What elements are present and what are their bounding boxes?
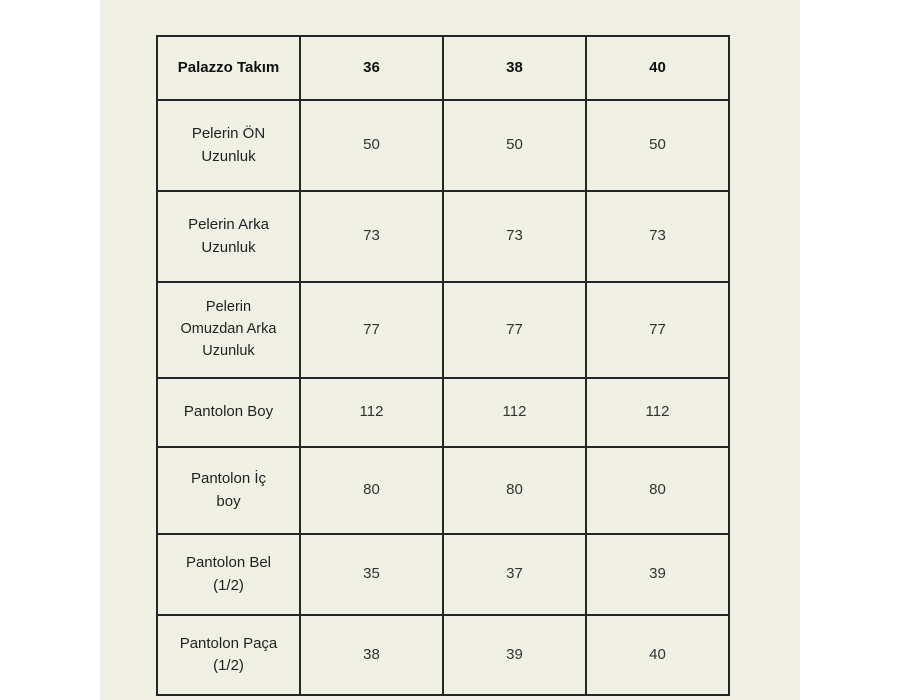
row-label xyxy=(157,615,300,695)
cell-value: 73 xyxy=(586,191,729,282)
size-chart-panel xyxy=(100,0,800,700)
cell-value: 112 xyxy=(443,378,586,447)
row-label-line: boy xyxy=(216,492,241,510)
cell-value: 77 xyxy=(443,282,586,378)
row-label-line: Uzunluk xyxy=(201,147,256,165)
row-label-line: Pantolon İç xyxy=(190,470,267,487)
cell-value: 112 xyxy=(300,378,443,447)
cell-value: 73 xyxy=(443,191,586,282)
cell-value: 50 xyxy=(586,100,729,191)
row-label-line: (1/2) xyxy=(213,657,244,674)
cell-value: 80 xyxy=(586,447,729,534)
cell-value: 39 xyxy=(586,534,729,615)
header-size-40: 40 xyxy=(586,36,729,100)
row-label-line: Pelerin ÖN xyxy=(191,125,266,142)
cell-value: 39 xyxy=(443,615,586,695)
cell-value: 112 xyxy=(586,378,729,447)
row-label-line: Pantolon Paça xyxy=(179,634,278,652)
row-label xyxy=(157,534,300,615)
row-label-line: Pelerin Arka xyxy=(188,216,269,233)
row-label-line: Pantolon Bel xyxy=(185,554,272,571)
cell-value: 50 xyxy=(443,100,586,191)
row-label xyxy=(157,191,300,282)
table-row xyxy=(157,282,729,378)
table-row xyxy=(157,615,729,695)
row-label-line: (1/2) xyxy=(213,576,244,594)
row-label-line: Pantolon Boy xyxy=(183,403,274,421)
cell-value: 80 xyxy=(300,447,443,534)
cell-value: 37 xyxy=(443,534,586,615)
row-label xyxy=(157,447,300,534)
cell-value: 38 xyxy=(300,615,443,695)
header-size-38: 38 xyxy=(443,36,586,100)
row-label xyxy=(157,282,300,378)
row-label xyxy=(157,378,300,447)
cell-value: 80 xyxy=(443,447,586,534)
table-row xyxy=(157,534,729,615)
cell-value: 50 xyxy=(300,100,443,191)
cell-value: 73 xyxy=(300,191,443,282)
cell-value: 77 xyxy=(300,282,443,378)
row-label-line: Uzunluk xyxy=(201,238,256,256)
row-label xyxy=(157,100,300,191)
cell-value: 35 xyxy=(300,534,443,615)
table-row xyxy=(157,191,729,282)
cell-value: 77 xyxy=(586,282,729,378)
size-chart-table xyxy=(156,35,730,696)
row-label-line: Uzunluk xyxy=(202,342,255,359)
table-row xyxy=(157,378,729,447)
table-row xyxy=(157,100,729,191)
header-size-36: 36 xyxy=(300,36,443,100)
table-header-row xyxy=(157,36,729,100)
header-product-name: Palazzo Takım xyxy=(157,36,300,100)
row-label-line: Pelerin xyxy=(205,299,252,316)
table-row xyxy=(157,447,729,534)
cell-value: 40 xyxy=(586,615,729,695)
row-label-line: Omuzdan Arka xyxy=(180,321,277,338)
